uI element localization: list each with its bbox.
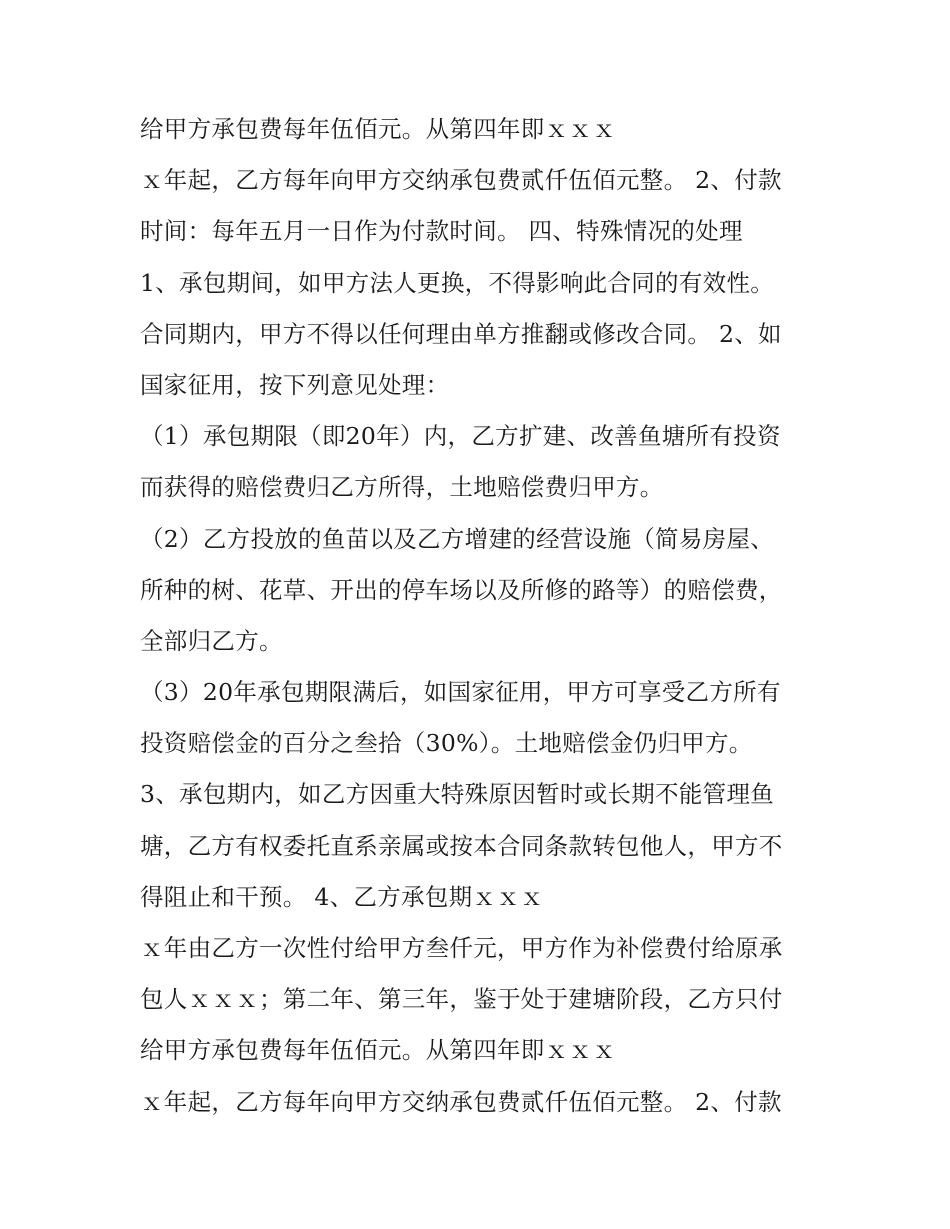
text-line: 3、承包期内，如乙方因重大特殊原因暂时或长期不能管理鱼 [140, 780, 775, 809]
text-line: （3）20年承包期限满后，如国家征用，甲方可享受乙方所有 [140, 678, 781, 707]
text-line: 合同期内，甲方不得以任何理由单方推翻或修改合同。 2、如 [140, 319, 782, 348]
text-line: 所种的树、花草、开出的停车场以及所修的路等）的赔偿费， [140, 575, 783, 604]
text-line: 时间：每年五月一日作为付款时间。 四、特殊情况的处理 [140, 217, 743, 246]
text-line: 1、承包期间，如甲方法人更换，不得影响此合同的有效性。 [140, 268, 775, 297]
text-line: ｘ年起，乙方每年向甲方交纳承包费贰仟伍佰元整。 2、付款 [140, 166, 782, 195]
text-line: ｘ年起，乙方每年向甲方交纳承包费贰仟伍佰元整。 2、付款 [140, 1087, 782, 1116]
text-line: ｘ年由乙方一次性付给甲方叁仟元，甲方作为补偿费付给原承 [140, 934, 783, 962]
contract-text-body [140, 104, 830, 1128]
text-line: 全部归乙方。 [140, 626, 283, 655]
text-line: （2）乙方投放的鱼苗以及乙方增建的经营设施（简易房屋、 [140, 524, 775, 553]
text-line: 而获得的赔偿费归乙方所得，土地赔偿费归甲方。 [140, 473, 664, 502]
text-line: 包人ｘｘｘ；第二年、第三年，鉴于处于建塘阶段，乙方只付 [140, 985, 783, 1014]
text-line: 给甲方承包费每年伍佰元。从第四年即ｘｘｘ [140, 1036, 616, 1065]
text-line: 国家征用，按下列意见处理： [140, 370, 450, 399]
text-line: 投资赔偿金的百分之叁拾（30%）。土地赔偿金仍归甲方。 [140, 729, 753, 758]
text-line: 塘，乙方有权委托直系亲属或按本合同条款转包他人，甲方不 [140, 831, 783, 860]
text-line: 给甲方承包费每年伍佰元。从第四年即ｘｘｘ [140, 115, 616, 143]
text-line: 得阻止和干预。 4、乙方承包期ｘｘｘ [140, 882, 544, 911]
text-line: （1）承包期限（即20年）内，乙方扩建、改善鱼塘所有投资 [140, 422, 781, 451]
